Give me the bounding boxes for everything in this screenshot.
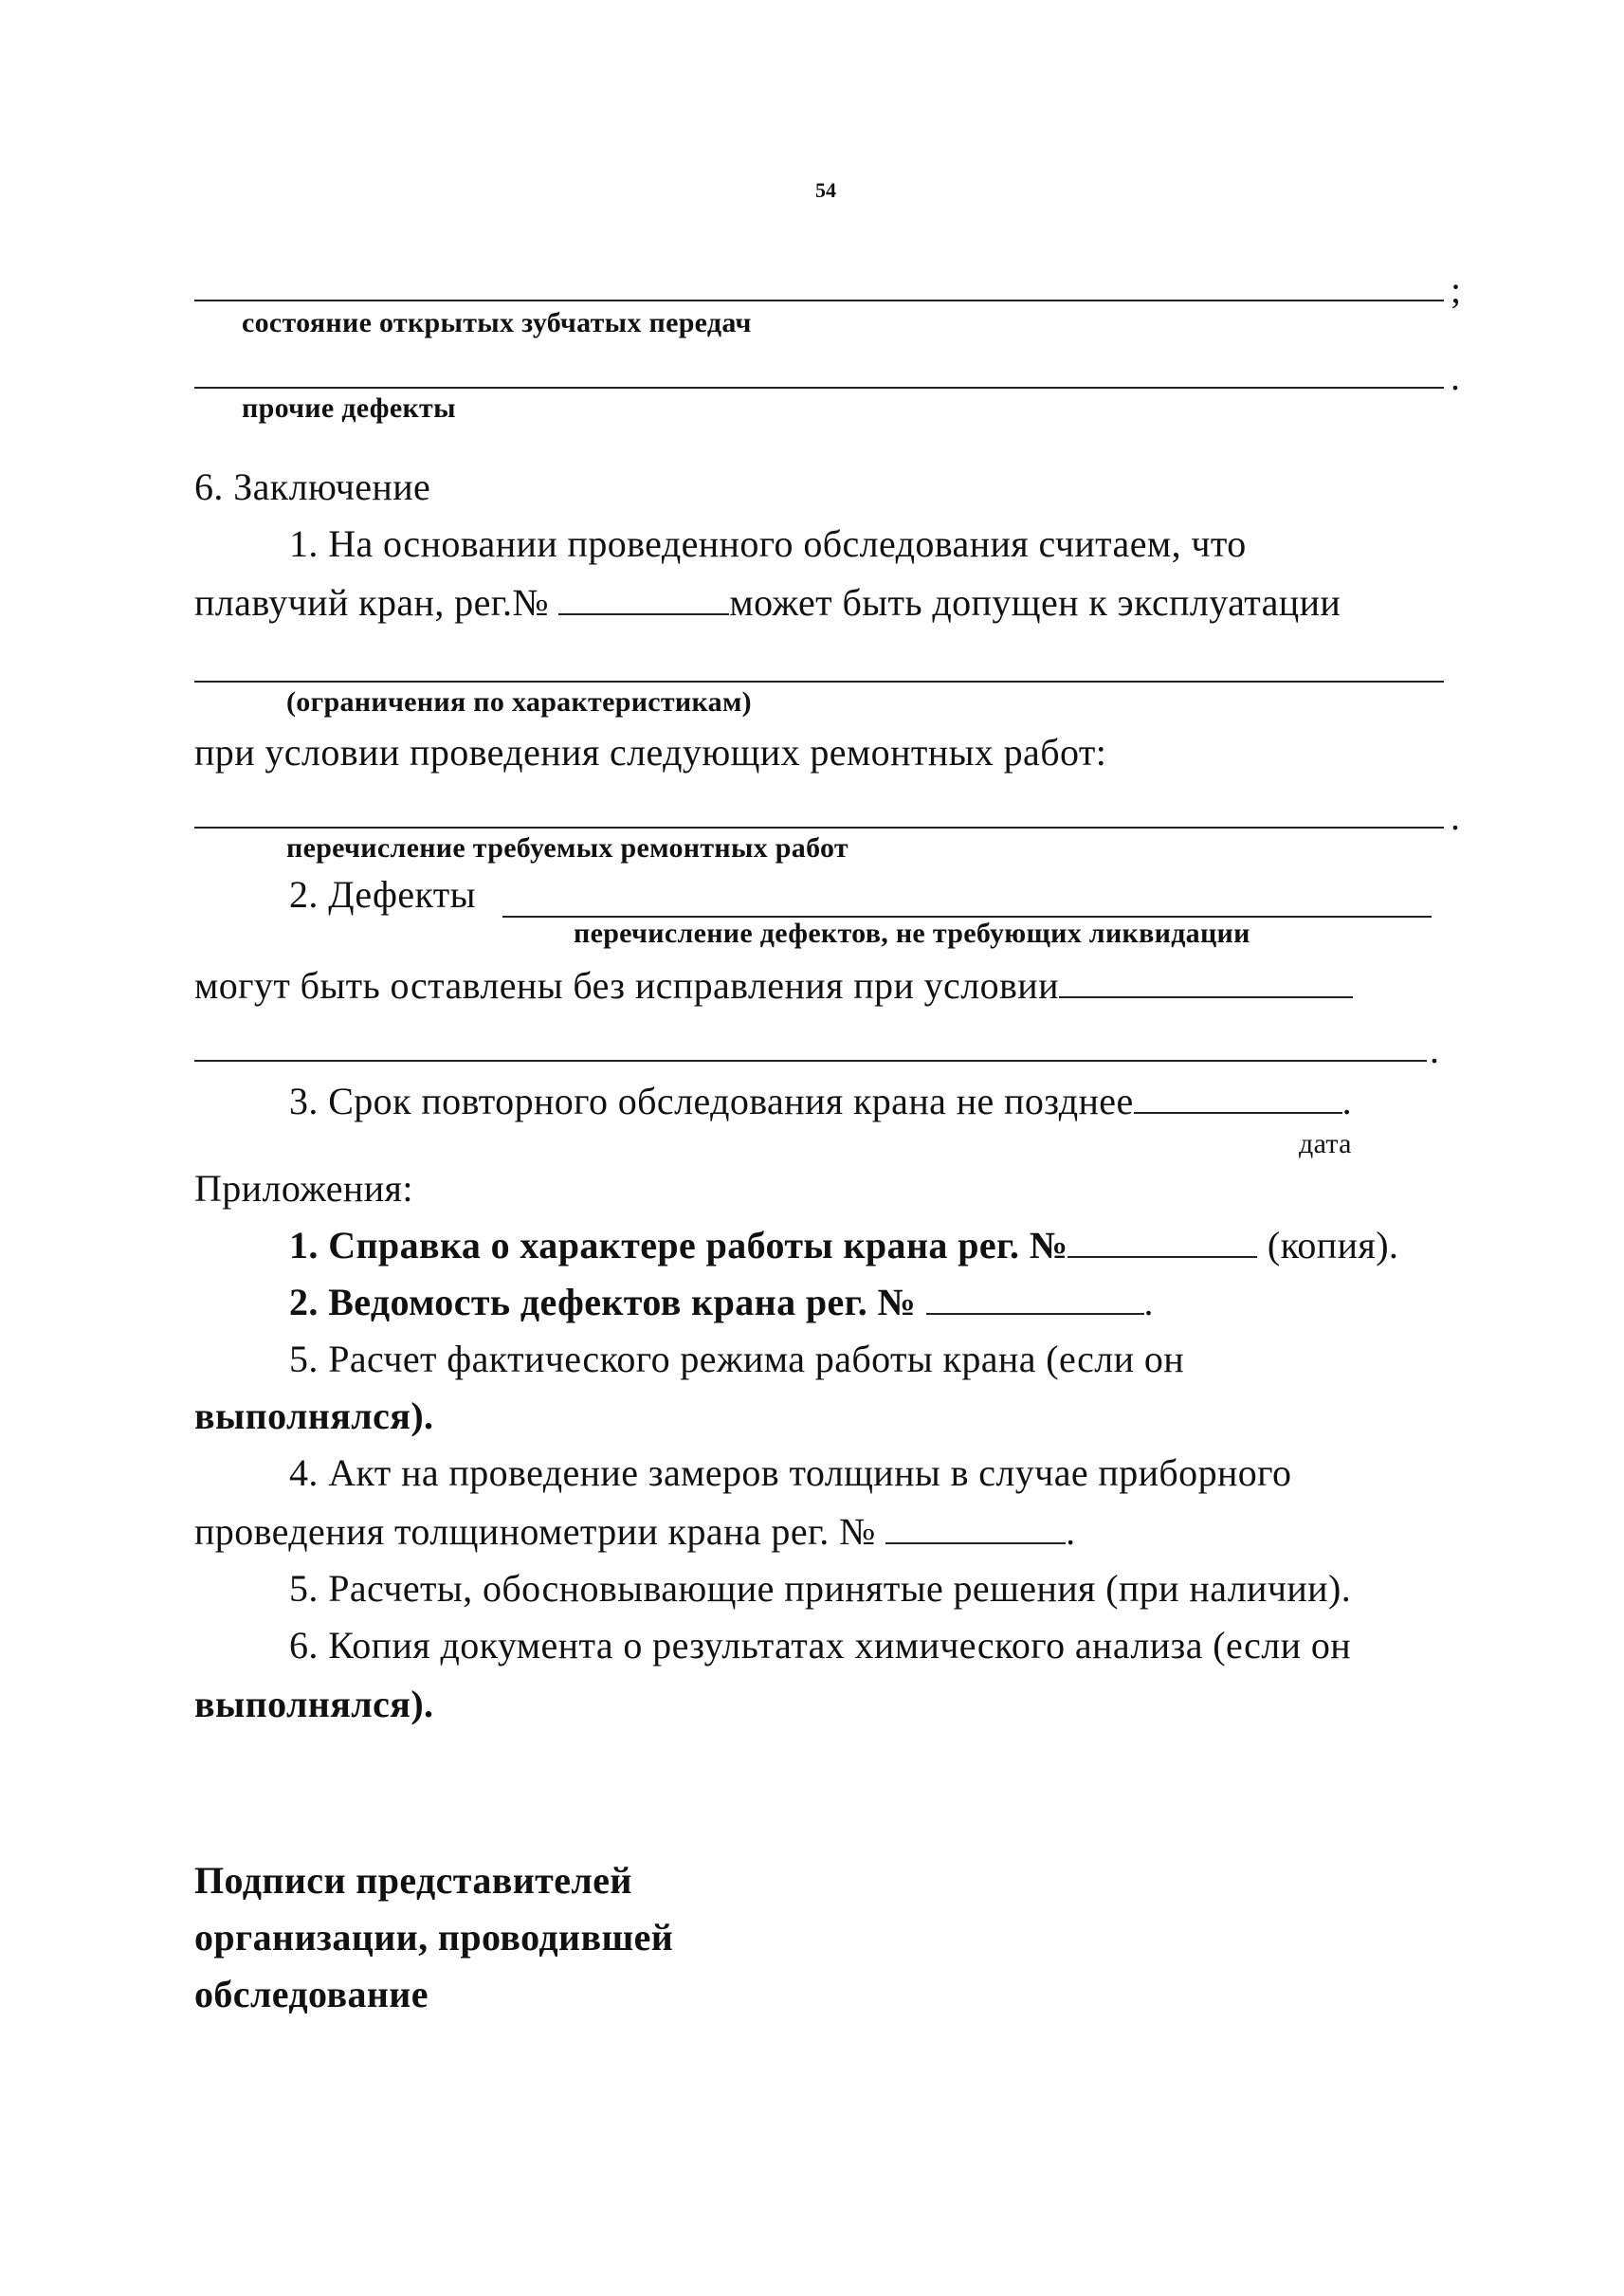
- crane-reg-label: плавучий кран, рег.№: [194, 581, 549, 624]
- appendix-6-line2: выполнялся).: [194, 1683, 434, 1725]
- signatures-line1: Подписи представителей: [194, 1859, 632, 1902]
- conclusion-item3: [289, 1079, 1352, 1123]
- repairs-fill-line[interactable]: [194, 827, 1444, 829]
- conclusion-item2-line2: [194, 963, 1353, 1008]
- crane-reg-field[interactable]: [558, 585, 729, 615]
- appendix-4-line2: [194, 1509, 1075, 1554]
- appendix-3-line1: 5. Расчет фактического режима работы крана (если он: [289, 1338, 1185, 1380]
- caption-gears: состояние открытых зубчатых передач: [242, 307, 752, 338]
- appendix-2-text: 2. Ведомость дефектов крана рег. №: [289, 1281, 917, 1323]
- appendix-2: [289, 1280, 1154, 1324]
- signatures-line3: обследование: [194, 1973, 429, 2015]
- appendix-5: 5. Расчеты, обосновывающие принятые решения (при наличии).: [289, 1567, 1352, 1610]
- period-2: .: [1451, 795, 1460, 838]
- reinspection-text: 3. Срок повторного обследования крана не позднее: [289, 1080, 1134, 1122]
- conclusion-item1-line1: 1. На основании проведенного обследования считаем, что: [289, 522, 1247, 565]
- conclusion-heading: 6. Заключение: [194, 465, 431, 508]
- period-3: .: [1430, 1029, 1439, 1071]
- appendix-1-suffix: (копия).: [1267, 1224, 1399, 1266]
- period-6: .: [1066, 1510, 1076, 1553]
- appendix-4-line1: 4. Акт на проведение замеров толщины в случае приборного: [289, 1451, 1292, 1494]
- signatures-line2: организации, проводившей: [194, 1916, 674, 1959]
- conclusion-item1-line2: [194, 580, 1341, 625]
- caption-non-liquidated: перечисление дефектов, не требующих ликвидации: [574, 918, 1250, 949]
- appendices-heading: Приложения:: [194, 1167, 413, 1210]
- appendix-1-text: 1. Справка о характере работы крана рег. №: [289, 1224, 1068, 1266]
- appendix-1-reg-field[interactable]: [1067, 1228, 1257, 1258]
- caption-repairs: перечисление требуемых ремонтных работ: [286, 832, 848, 864]
- page-number: 54: [815, 178, 836, 202]
- reinspection-date-field[interactable]: [1134, 1084, 1342, 1114]
- other-defects-fill-line[interactable]: [194, 387, 1444, 389]
- may-be-allowed-text: может быть допущен к эксплуатации: [729, 581, 1341, 624]
- appendix-1: [289, 1223, 1398, 1267]
- conclusion-item1-line3: при условии проведения следующих ремонтных работ:: [194, 731, 1107, 774]
- caption-other-defects: прочие дефекты: [242, 392, 456, 424]
- limits-fill-line[interactable]: [194, 681, 1444, 683]
- period-4: .: [1341, 1080, 1353, 1122]
- appendix-4-reg-field[interactable]: [885, 1514, 1066, 1544]
- conclusion-item2-label: 2. Дефекты: [289, 873, 476, 916]
- left-without-correction-text: могут быть оставлены без исправления при условии: [194, 964, 1059, 1007]
- condition-fill-line[interactable]: [194, 1060, 1427, 1062]
- condition-field[interactable]: [1059, 968, 1353, 998]
- semicolon: ;: [1451, 268, 1462, 311]
- period-5: .: [1143, 1281, 1154, 1323]
- appendix-3-line2: выполнялся).: [194, 1394, 434, 1437]
- appendix-2-reg-field[interactable]: [926, 1285, 1144, 1315]
- gears-fill-line[interactable]: [194, 300, 1444, 301]
- period-1: .: [1451, 355, 1460, 398]
- caption-limits: (ограничения по характеристикам): [286, 686, 752, 718]
- appendix-4-text: проведения толщинометрии крана рег. №: [194, 1510, 876, 1553]
- appendix-6-line1: 6. Копия документа о результатах химического анализа (если он: [289, 1624, 1352, 1667]
- caption-date: дата: [1299, 1128, 1352, 1159]
